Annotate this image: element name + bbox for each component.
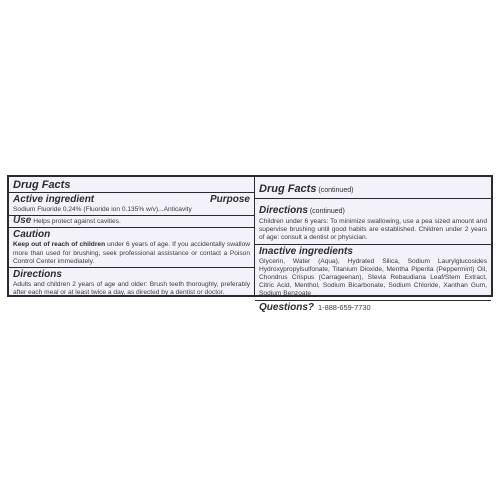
directions-heading-right: Directions xyxy=(259,205,308,216)
drug-facts-panel xyxy=(7,175,493,313)
active-ingredient-heading: Active ingredient xyxy=(13,194,95,205)
questions-phone: 1-888-659-7730 xyxy=(318,302,371,312)
divider xyxy=(9,227,254,228)
inactive-ingredients-text: Glycerin, Water (Aqua), Hydrated Silica, Sodium Laurylglucosides Hydroxypropylsulfonate, Titanium Dioxide, Mentha Piperita (Peppermint) Oil, Chondrus Crispus (Carrageenan), Stevia Rebaudiana Leaf/Stem Extract, Citric Acid, Menthol, Sodium Bicarbonate, Sodium Chloride, Xanthan Gum, Sodium Benzoate xyxy=(259,257,487,298)
questions-row xyxy=(259,302,487,314)
active-ingredient-text: Sodium Fluoride 0.24% (Fluoride ion 0.135% w/v)...Anticavity xyxy=(13,206,192,213)
divider xyxy=(9,192,254,193)
drug-facts-title-right: Drug Facts xyxy=(259,183,317,195)
divider xyxy=(9,267,254,268)
directions-continued-header xyxy=(259,200,487,218)
drug-facts-right-column xyxy=(255,177,491,313)
divider xyxy=(9,215,254,216)
divider xyxy=(255,300,491,301)
use-text: Helps protect against cavities. xyxy=(33,218,121,226)
directions-continued-label: (continued) xyxy=(307,208,345,215)
questions-heading: Questions? xyxy=(259,301,315,313)
inactive-ingredients-heading: Inactive ingredients xyxy=(259,245,353,257)
drug-facts-continued-title xyxy=(259,179,487,197)
caution-text xyxy=(13,241,250,266)
drug-facts-title: Drug Facts xyxy=(13,179,71,191)
directions-heading: Directions xyxy=(13,269,62,281)
divider xyxy=(255,198,491,199)
drug-facts-left-column xyxy=(9,177,255,295)
directions-continued-text: Children under 6 years: To minimize swallowing, use a pea sized amount and supervise brushing until good habits are established. Children under 2 years of age: consult a dentist or physician. xyxy=(259,218,487,242)
purpose-heading: Purpose xyxy=(209,194,250,205)
directions-text: Adults and children 2 years of age and older: Brush teeth thoroughly, preferably after each meal or at least twice a day, as directed by a dentist or doctor. xyxy=(13,281,250,297)
active-ingredient-header-row xyxy=(13,194,250,206)
continued-label: (continued) xyxy=(316,187,354,194)
caution-body-text: under 6 years of age. If you accidentally swallow more than used for brushing, seek professional assistance or contact a Poison Control Center immediately. xyxy=(13,241,250,265)
caution-heading: Caution xyxy=(13,229,51,241)
use-section xyxy=(13,217,250,226)
caution-bold-text: Keep out of reach of children xyxy=(13,241,106,249)
use-heading: Use xyxy=(13,215,32,227)
divider xyxy=(255,244,491,245)
